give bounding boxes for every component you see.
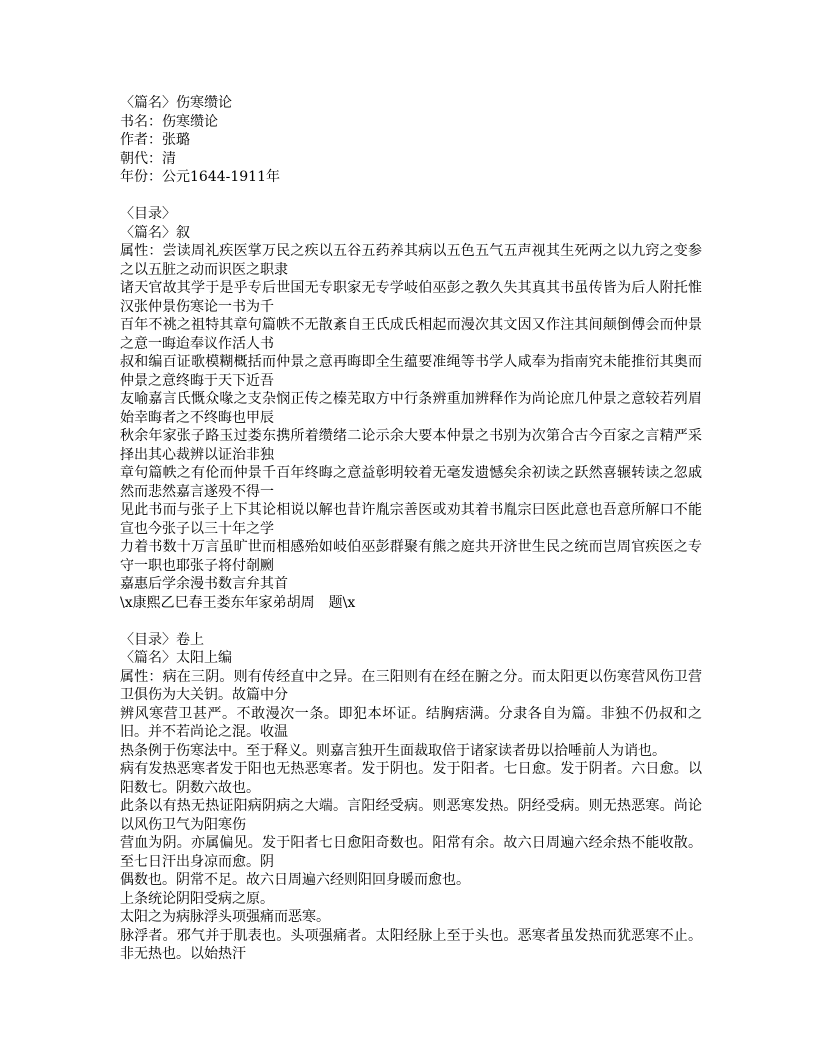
paragraph: 辨风寒营卫甚严。不敢漫次一条。即犯本坏证。结胸痞满。分隶各自为篇。非独不仍叔和之旧。并不若尚论之混。收温	[120, 705, 702, 740]
piece-title-line: 〈篇名〉伤寒缵论	[120, 95, 232, 111]
paragraph: 属性：病在三阴。则有传经直中之异。在三阳则有在经在腑之分。而太阳更以伤寒营风伤卫营卫俱伤为大关钥。故篇中分	[120, 668, 702, 703]
toc-heading: 〈目录〉	[120, 206, 176, 222]
blank-line	[120, 612, 702, 631]
paragraph: 上条统论阴阳受病之原。	[120, 890, 274, 907]
paragraph: 嘉惠后学余漫书数言弁其首	[120, 576, 288, 592]
paragraph: 太阳之为病脉浮头项强痛而恶寒。	[120, 909, 330, 925]
paragraph: 百年不祧之祖特其章句篇帙不无散紊自王氏成氏相起而漫次其文因又作注其间颠倒傅会而仲景之意一晦迨奉议作活人书	[120, 317, 702, 352]
paragraph: 偶数也。阴常不足。故六日周遍六经则阳回身暖而愈也。	[120, 872, 470, 888]
paragraph: 见此书而与张子上下其论相说以解也昔许胤宗善医或劝其着书胤宗曰医此意也吾意所解口不能宣也今张子以三十年之学	[120, 502, 702, 537]
header-block	[120, 94, 702, 187]
blank-line	[120, 187, 702, 206]
paragraph: 力着书数十万言虽旷世而相感殆如岐伯巫彭群聚有熊之庭共开济世生民之统而岂周官疾医之专守一职也耶张子将付剞劂	[120, 539, 702, 574]
volume1-section	[120, 631, 702, 964]
section-title: 〈篇名〉太阳上编	[120, 650, 232, 666]
paragraph: 脉浮者。邪气并于肌表也。头项强痛者。太阳经脉上至于头也。恶寒者虽发热而犹恶寒不止。非无热也。以始热汗	[120, 927, 702, 962]
preface-section	[120, 205, 702, 612]
paragraph: 诸天官故其学于是乎专后世国无专职家无专学岐伯巫彭之教久失其真其书虽传皆为后人附托惟汉张仲景伤寒论一书为千	[120, 280, 702, 315]
paragraph: 友喻嘉言氏慨众喙之支杂悯正传之榛芜取方中行条辨重加辨释作为尚论庶几仲景之意较若列眉始幸晦者之不终晦也甲辰	[120, 391, 702, 426]
paragraph: 秋余年家张子路玉过娄东携所着缵绪二论示余大要本仲景之书别为次第合古今百家之言精严采择出其心裁辨以证治非独	[120, 428, 702, 463]
paragraph: 章句篇帙之有伦而仲景千百年终晦之意益彰明较着无毫发遗憾矣余初读之跃然喜辗转读之忽戚然而悲然嘉言遂殁不得一	[120, 465, 702, 500]
paragraph: 营血为阴。亦属偏见。发于阳者七日愈阳奇数也。阳常有余。故六日周遍六经余热不能收散。至七日汗出身凉而愈。阴	[120, 835, 702, 870]
signature-line: \x康熙乙巳春王娄东年家弟胡周 题\x	[120, 594, 356, 611]
book-name-line: 书名：伤寒缵论	[120, 113, 218, 130]
section-title: 〈篇名〉叙	[120, 224, 190, 241]
paragraph: 此条以有热无热证阳病阴病之大端。言阳经受病。则恶寒发热。阴经受病。则无热恶寒。尚论以风伤卫气为阳寒伤	[120, 798, 702, 833]
paragraph: 属性：尝读周礼疾医掌万民之疾以五谷五药养其病以五色五气五声视其生死两之以九窍之变参之以五脏之动而识医之职隶	[120, 243, 702, 278]
paragraph: 病有发热恶寒者发于阳也无热恶寒者。发于阴也。发于阳者。七日愈。发于阴者。六日愈。以阳数七。阴数六故也。	[120, 761, 702, 796]
author-line: 作者：张璐	[120, 132, 190, 148]
document-page	[120, 94, 702, 964]
paragraph: 热条例于伤寒法中。至于释义。则嘉言独开生面裁取倍于诸家读者毋以拾唾前人为诮也。	[120, 742, 666, 759]
dynasty-line: 朝代：清	[120, 150, 176, 167]
year-line: 年份：公元1644-1911年	[120, 169, 280, 185]
toc-heading: 〈目录〉卷上	[120, 631, 204, 648]
paragraph: 叔和编百证歌模糊概括而仲景之意再晦即全生蕴要准绳等书学人咸奉为指南究未能推衍其奥而仲景之意终晦于天下近吾	[120, 354, 702, 389]
